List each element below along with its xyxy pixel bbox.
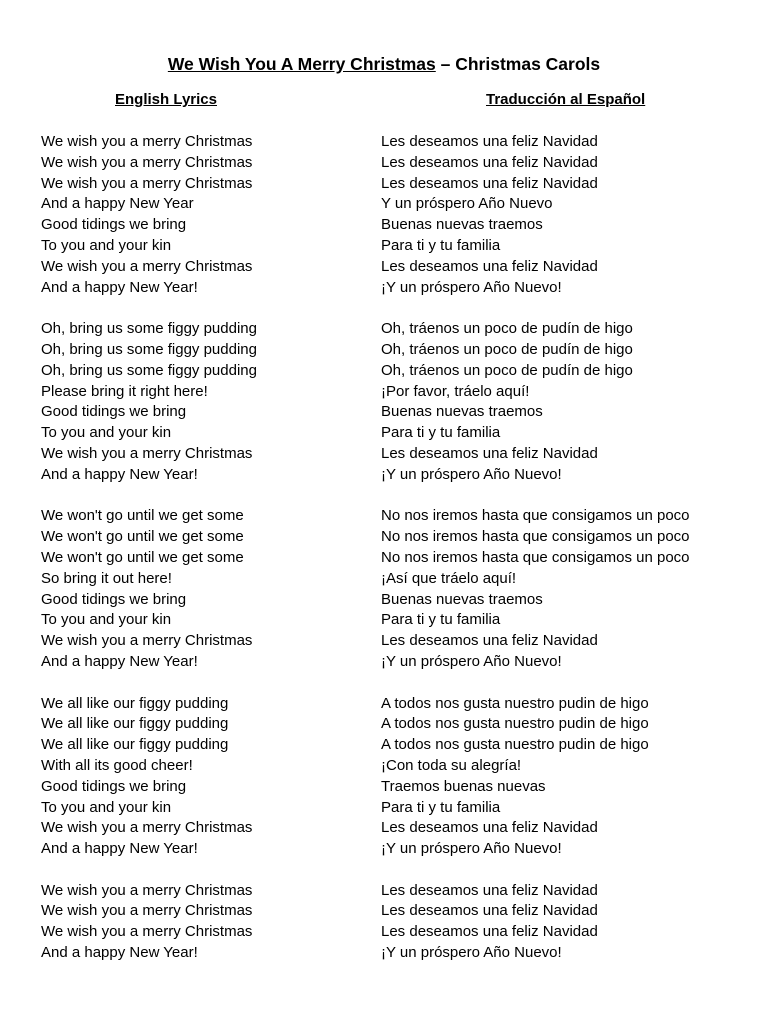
spanish-lyric-line: Les deseamos una feliz Navidad — [381, 133, 598, 150]
spanish-lyric-line: Oh, tráenos un poco de pudín de higo — [381, 361, 633, 379]
spanish-lyric-line: ¡Con toda su alegría! — [381, 756, 522, 774]
english-lyric-line: Oh, bring us some figgy pudding — [41, 340, 257, 358]
english-stanza-1 — [41, 132, 257, 298]
spanish-lyric-line: Para ti y tu familia — [381, 236, 501, 254]
english-lyric-line: With all its good cheer! — [41, 756, 193, 774]
english-lyric-line: We wish you a merry Christmas — [41, 923, 253, 941]
page-title — [0, 54, 768, 75]
spanish-lyric-line: Les deseamos una feliz Navidad — [381, 819, 598, 837]
english-lyric-line: Oh, bring us some figgy pudding — [41, 320, 257, 338]
english-lyric-line: And a happy New Year — [41, 195, 194, 213]
spanish-lyric-line: A todos nos gusta nuestro pudin de higo — [381, 694, 649, 712]
title-song-name: We Wish You A Merry Christmas — [167, 54, 436, 74]
spanish-lyric-line: No nos iremos hasta que consigamos un poco — [381, 528, 690, 546]
english-lyric-line: And a happy New Year! — [41, 944, 198, 962]
english-lyric-line: We won't go until we get some — [41, 548, 244, 566]
spanish-lyric-line: ¡Y un próspero Año Nuevo! — [381, 278, 562, 296]
spanish-lyric-line: ¡Así que tráelo aquí! — [381, 569, 517, 587]
spanish-lyric-line: Para ti y tu familia — [381, 611, 501, 629]
spanish-lyric-line: Les deseamos una feliz Navidad — [381, 153, 598, 171]
spanish-lyric-line: Y un próspero Año Nuevo — [381, 195, 553, 213]
english-lyric-line: We wish you a merry Christmas — [41, 153, 253, 171]
spanish-lyric-line: Les deseamos una feliz Navidad — [381, 632, 598, 650]
spanish-lyric-line: Oh, tráenos un poco de pudín de higo — [381, 320, 633, 338]
english-lyric-line: To you and your kin — [41, 236, 172, 254]
spanish-stanza-5 — [381, 881, 690, 964]
english-lyric-line: We all like our figgy pudding — [41, 715, 229, 733]
english-lyric-line: We won't go until we get some — [41, 528, 244, 546]
english-lyric-line: And a happy New Year! — [41, 465, 198, 483]
spanish-lyric-line: Buenas nuevas traemos — [381, 403, 543, 421]
english-lyric-line: And a happy New Year! — [41, 278, 198, 296]
spanish-translation-heading: Traducción al Español — [486, 91, 646, 108]
english-lyric-line: Please bring it right here! — [41, 382, 208, 400]
spanish-lyric-line: Les deseamos una feliz Navidad — [381, 902, 598, 920]
english-stanza-3 — [41, 506, 257, 672]
spanish-stanza-4 — [381, 694, 690, 860]
english-lyric-line: To you and your kin — [41, 798, 172, 816]
spanish-lyric-line: Buenas nuevas traemos — [381, 590, 543, 608]
spanish-lyric-line: Traemos buenas nuevas — [381, 777, 546, 795]
english-lyric-line: To you and your kin — [41, 611, 172, 629]
spanish-lyric-line: Les deseamos una feliz Navidad — [381, 923, 598, 941]
spanish-lyric-line: ¡Por favor, tráelo aquí! — [381, 382, 530, 400]
english-lyric-line: We wish you a merry Christmas — [41, 902, 253, 920]
english-stanza-5 — [41, 881, 257, 964]
english-lyric-line: Oh, bring us some figgy pudding — [41, 361, 257, 379]
english-lyric-line: We wish you a merry Christmas — [41, 133, 253, 150]
english-lyric-line: We wish you a merry Christmas — [41, 819, 253, 837]
spanish-lyric-line: Oh, tráenos un poco de pudín de higo — [381, 340, 633, 358]
english-lyric-line: So bring it out here! — [41, 569, 172, 587]
english-lyrics-column — [41, 132, 257, 985]
english-lyric-line: We won't go until we get some — [41, 507, 244, 525]
spanish-lyric-line: Les deseamos una feliz Navidad — [381, 257, 598, 275]
english-lyric-line: Good tidings we bring — [41, 777, 187, 795]
spanish-lyrics-column — [381, 132, 690, 985]
spanish-lyric-line: Buenas nuevas traemos — [381, 216, 543, 234]
spanish-lyric-line: Les deseamos una feliz Navidad — [381, 174, 598, 192]
english-lyric-line: We wish you a merry Christmas — [41, 881, 253, 899]
english-lyric-line: Good tidings we bring — [41, 216, 187, 234]
spanish-stanza-2 — [381, 319, 690, 485]
spanish-lyric-line: No nos iremos hasta que consigamos un poco — [381, 548, 690, 566]
english-lyric-line: We all like our figgy pudding — [41, 694, 229, 712]
spanish-lyric-line: A todos nos gusta nuestro pudin de higo — [381, 736, 649, 754]
spanish-lyric-line: ¡Y un próspero Año Nuevo! — [381, 652, 562, 670]
english-lyric-line: We wish you a merry Christmas — [41, 444, 253, 462]
spanish-lyric-line: A todos nos gusta nuestro pudin de higo — [381, 715, 649, 733]
spanish-stanza-3 — [381, 506, 690, 672]
spanish-stanza-1 — [381, 132, 690, 298]
english-lyrics-heading: English Lyrics — [115, 91, 217, 108]
english-lyric-line: And a happy New Year! — [41, 840, 198, 858]
english-lyric-line: We wish you a merry Christmas — [41, 632, 253, 650]
spanish-lyric-line: ¡Y un próspero Año Nuevo! — [381, 944, 562, 962]
spanish-lyric-line: ¡Y un próspero Año Nuevo! — [381, 840, 562, 858]
english-lyric-line: To you and your kin — [41, 424, 172, 442]
english-lyric-line: We all like our figgy pudding — [41, 736, 229, 754]
spanish-lyric-line: No nos iremos hasta que consigamos un poco — [381, 507, 690, 525]
spanish-lyric-line: Les deseamos una feliz Navidad — [381, 444, 598, 462]
spanish-lyric-line: Para ti y tu familia — [381, 424, 501, 442]
spanish-lyric-line: ¡Y un próspero Año Nuevo! — [381, 465, 562, 483]
spanish-lyric-line: Les deseamos una feliz Navidad — [381, 881, 598, 899]
title-suffix: – Christmas Carols — [435, 54, 601, 74]
english-lyric-line: We wish you a merry Christmas — [41, 174, 253, 192]
english-lyric-line: And a happy New Year! — [41, 652, 198, 670]
english-stanza-4 — [41, 694, 257, 860]
spanish-lyric-line: Para ti y tu familia — [381, 798, 501, 816]
english-lyric-line: We wish you a merry Christmas — [41, 257, 253, 275]
english-lyric-line: Good tidings we bring — [41, 403, 187, 421]
english-stanza-2 — [41, 319, 257, 485]
english-lyric-line: Good tidings we bring — [41, 590, 187, 608]
